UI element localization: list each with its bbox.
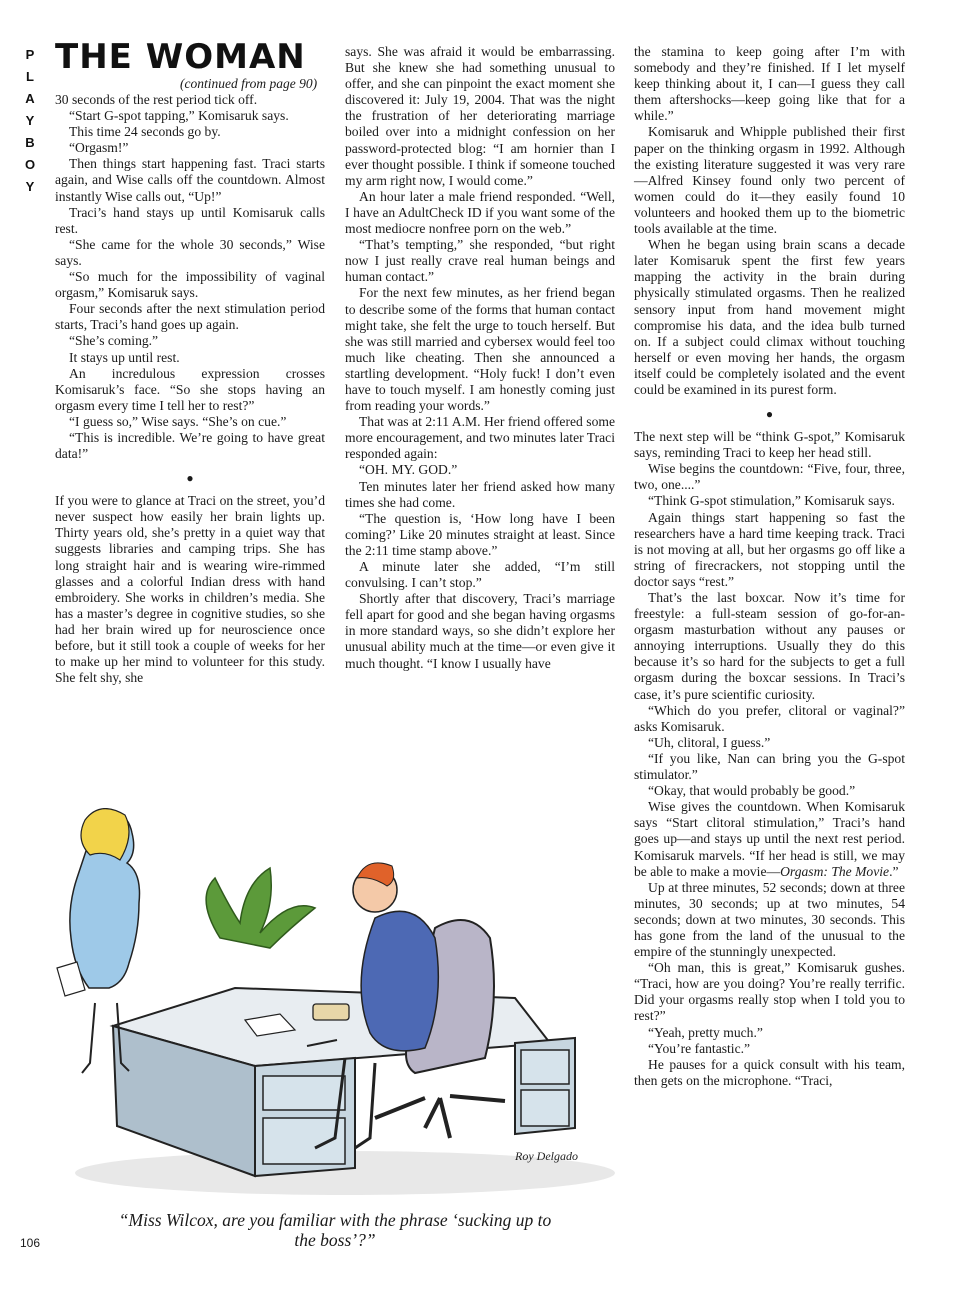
paragraph: “Yeah, pretty much.” [648, 1024, 763, 1040]
paragraph: “Start G-spot tapping,” Komisaruk says. [69, 108, 289, 124]
paragraph: If you were to glance at Traci on the street, you’d never suspect how easily her brain lights up. Thirty years old, she’s pretty in a quiet way that suggests libraries and camping trips. She has long straight hair and is wearing wire-rimmed glasses and a colorful Indian dress with hand embroidery. She works in children’s media. She has a master’s degree in cognitive studies, so she had her brain wired up for neuroscience once before, but it still took a couple of weeks for her to make up her mind to volunteer for this study. She felt shy, she [55, 493, 325, 686]
desk-drawer [263, 1076, 345, 1110]
paragraph: An incredulous expression crosses Komisaruk’s face. “So she stops having an orgasm every time I tell her to rest?” [55, 365, 325, 413]
paragraph: “Think G-spot stimulation,” Komisaruk says. [648, 493, 895, 509]
paragraph: Then things start happening fast. Traci starts again, and Wise calls off the countdown. Almost instantly Wise calls out, “Up!” [55, 156, 325, 204]
cartoon-caption: “Miss Wilcox, are you familiar with the phrase ‘sucking up to the boss’?” [118, 1210, 552, 1250]
paragraph-text: Wise gives the countdown. When Komisaruk says “Start clitoral stimulation,” Traci’s hand goes up—and stays up until the next rest period. Komisaruk marvels. “If her head is still, we may be able to make a movie— [634, 799, 905, 879]
paragraph: Ten minutes later her friend asked how many times she had come. [345, 478, 615, 510]
paragraph: Komisaruk and Whipple published their first paper on the thinking orgasm in 1992. Although the existing literature suggested it was very rare—Alfred Kinsey found only two percent of women could do it—they easily found 10 volunteers and hooked them up to the biometric tools available at the time. [634, 124, 905, 237]
vertical-title-letter: A [25, 91, 35, 106]
paragraph: “Okay, that would probably be good.” [648, 783, 856, 799]
potted-plant [206, 868, 315, 948]
text-column-1 [55, 92, 325, 686]
paragraph: He pauses for a quick consult with his team, then gets on the microphone. “Traci, [634, 1056, 905, 1088]
man-body [361, 911, 438, 1051]
article-headline: THE WOMAN [55, 37, 306, 77]
paragraph: “If you like, Nan can bring you the G-spot stimulator.” [634, 750, 905, 783]
paragraph: “OH. MY. GOD.” [359, 462, 458, 478]
paragraph: Four seconds after the next stimulation period starts, Traci’s hand goes up again. [55, 301, 325, 333]
paragraph [634, 799, 905, 879]
paragraph: 30 seconds of the rest period tick off. [55, 92, 258, 107]
paragraph: “Oh man, this is great,” Komisaruk gushes. “Traci, how are you doing? You’re really terrific. Did your orgasms really stop when I told you to rest?” [634, 960, 905, 1024]
paragraph: Traci’s hand stays up until Komisaruk calls rest. [55, 204, 325, 236]
paragraph: The next step will be “think G-spot,” Komisaruk says, reminding Traci to keep her head still. [634, 429, 905, 461]
paragraph: Again things start happening so fast the researchers have a hard time keeping track. Traci is not moving at all, but her orgasms go off like a string of firecrackers, not stopping until the doctor says “rest.” [634, 509, 905, 589]
text-column-2 [345, 44, 615, 672]
paragraph: An hour later a male friend responded. “Well, I have an AdultCheck ID if you want some of the most mediocre nonfree porn on the web.” [345, 188, 615, 237]
desk-drawer [521, 1050, 569, 1084]
paragraph: When he began using brain scans a decade later Komisaruk spent the first few years mapping the activity in the brain during physically stimulated orgasms. Then he realized sensory input from hand movement might compromise his data, and the idea bulb turned on. If a subject could climax without touching herself or even moving her hands, the orgasm itself could be completely isolated and the event could be examined in its purest form. [634, 237, 905, 397]
paragraph-text: .” [889, 863, 899, 879]
vertical-title-letter: L [26, 69, 34, 84]
desk-drawer [263, 1118, 345, 1164]
chair-base [375, 1096, 505, 1138]
paragraph: For the next few minutes, as her friend began to describe some of the forms that human contact might take, she felt the urge to touch herself. But she was still married and cybersex would feel too much like cheating. Then she announced a startling development. “Holy fuck! I don’t even have to touch myself. I am honestly coming just from reading your words.” [345, 285, 615, 414]
paragraph: the stamina to keep going after I’m with somebody and they’re finished. If I let myself keep thinking about it, I can—I guess they call them aftershocks—keep going like that for a while.” [634, 44, 905, 124]
paragraph: A minute later she added, “I’m still convulsing. I can’t stop.” [345, 559, 615, 591]
office-cartoon-illustration [45, 808, 620, 1206]
paragraph: This time 24 seconds go by. [69, 124, 221, 140]
paragraph: That was at 2:11 A.M. Her friend offered some more encouragement, and two minutes later Traci responded again: [345, 414, 615, 462]
paragraph: Up at three minutes, 52 seconds; down at three minutes, 30 seconds; up at two minutes, 54 seconds; down at two minutes, 30 seconds. This has gone from the land of the unusual to the empire of the stunningly unexpected. [634, 879, 905, 960]
desk-drawer [521, 1090, 569, 1126]
paragraph: “That’s tempting,” she responded, “but right now I just really crave real human beings and human contact.” [345, 237, 615, 285]
vertical-title-letter: P [25, 47, 35, 62]
desk-phone [313, 1004, 349, 1020]
page-number: 106 [20, 1236, 41, 1250]
paragraph: “Orgasm!” [69, 140, 129, 156]
section-break-bullet: ● [765, 407, 774, 422]
paragraph: says. She was afraid it would be embarrassing. But she knew she had something unusual to offer, and she can pinpoint the exact moment she discovered it: July 19, 2004. That was the night the frustration of her deteriorating marriage boiled over into a midnight confession on her password-protected blog: “I am hornier than I ever thought possible. I think if someone touched my arm right now, I would come.” [345, 44, 615, 188]
vertical-title-letter: Y [25, 113, 35, 128]
paragraph: “Which do you prefer, clitoral or vaginal?” asks Komisaruk. [634, 702, 905, 734]
paragraph: “You’re fantastic.” [648, 1040, 751, 1056]
vertical-title-letter: Y [25, 179, 35, 194]
paragraph: “The question is, ‘How long have I been coming?’ Like 20 minutes straight at least. Since the 2:11 time stamp above.” [345, 510, 615, 558]
paragraph: “She came for the whole 30 seconds,” Wise says. [55, 236, 325, 268]
paragraph: Wise begins the countdown: “Five, four, three, two, one....” [634, 461, 905, 493]
paragraph: That’s the last boxcar. Now it’s time for freestyle: a full-steam session of go-for-an-orgasm masturbation without any pauses or annoying interruptions. Usually they do this because it’s so hard for the subjects to get a full orgasm during the boxcar sessions. In Traci’s case, it’s pure scientific curiosity. [634, 590, 905, 702]
vertical-title-letter: O [24, 157, 36, 172]
paragraph: Shortly after that discovery, Traci’s marriage fell apart for good and she began having orgasms in more standard ways, so she didn’t explore her unusual ability much at the time—or even give it much thought. “I know I usually have [345, 591, 615, 671]
cartoonist-signature: Roy Delgado [515, 1149, 578, 1163]
section-break-bullet: ● [186, 471, 194, 486]
paragraph: “Uh, clitoral, I guess.” [648, 734, 771, 750]
paragraph: “She’s coming.” [69, 333, 159, 349]
paragraph: “This is incredible. We’re going to have great data!” [55, 429, 325, 462]
vertical-title-letter: B [25, 135, 35, 150]
text-column-3 [634, 44, 905, 1089]
italic-movie-title: Orgasm: The Movie [780, 863, 890, 879]
paragraph: It stays up until rest. [69, 349, 180, 365]
woman-hair [81, 809, 129, 860]
paragraph: “So much for the impossibility of vaginal orgasm,” Komisaruk says. [55, 269, 325, 301]
magazine-vertical-title [20, 44, 40, 198]
paragraph: “I guess so,” Wise says. “She’s on cue.” [69, 413, 287, 429]
continued-from-note: (continued from page 90) [180, 76, 318, 91]
